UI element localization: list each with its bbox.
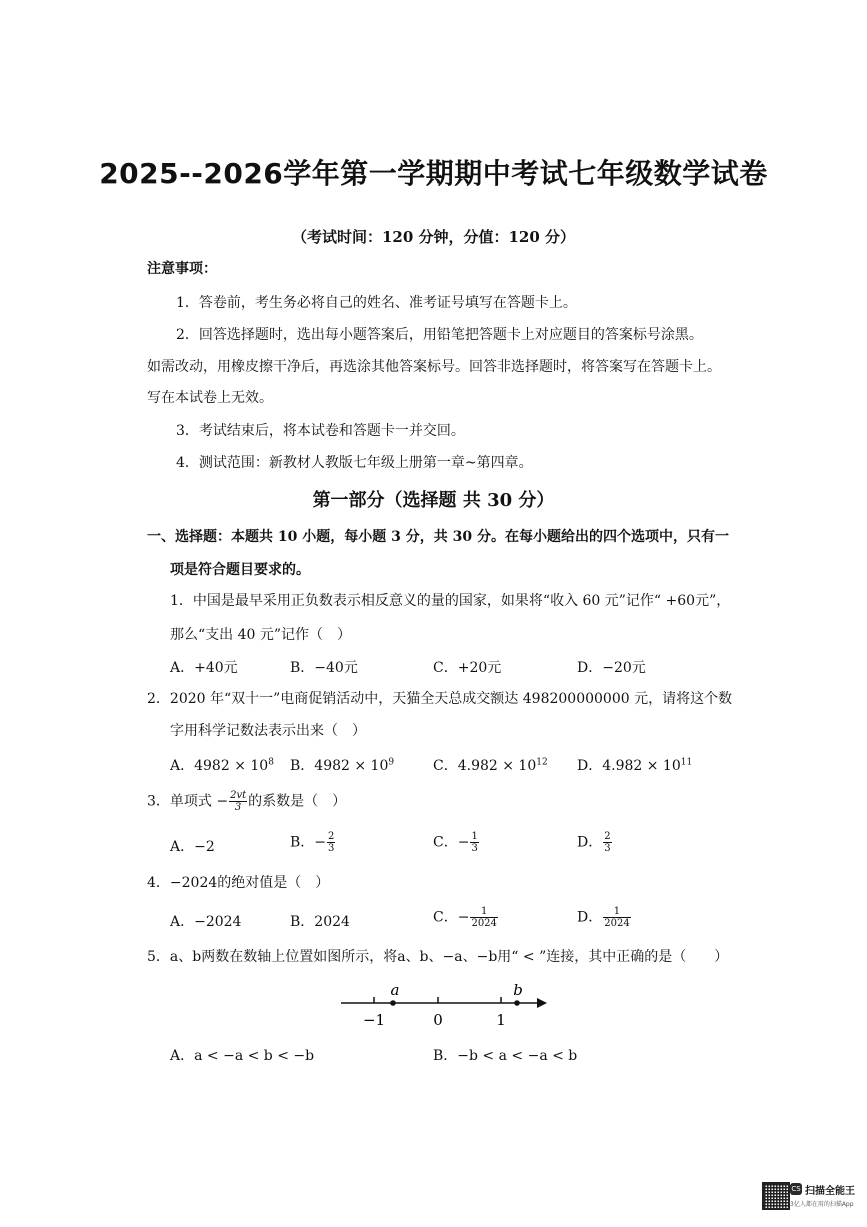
question-3-option-c: C．− $\frac{1}{3}$ — [433, 831, 478, 854]
question-5-stem: 5．a、b两数在数轴上位置如图所示，将a、b、−a、−b用“ < ”连接，其中正确的是（ ） — [147, 949, 729, 965]
number-line-figure — [335, 978, 555, 1030]
question-2-option-a: A．$4982 \times 10^8$ — [170, 757, 274, 774]
question-3-option-d: D． $\frac{2}{3}$ — [577, 831, 611, 854]
note-item: 3．考试结束后，将本试卷和答题卡一并交回。 — [176, 423, 465, 439]
fraction: $\frac{2}{3}$ — [328, 831, 335, 854]
tick-label: −1 — [362, 1011, 386, 1029]
fraction: $\frac{2}{3}$ — [604, 831, 611, 854]
question-3-stem: 3．单项式 − $\frac{2vt}{3}$ 的系数是（ ） — [147, 790, 347, 813]
fraction: $\frac{1}{2024}$ — [471, 906, 497, 929]
question-1-stem-cont: 那么“支出 40 元”记作（ ） — [170, 627, 352, 643]
exam-subtitle: （考试时间：120 分钟，分值：120 分） — [291, 228, 576, 246]
question-3-option-b: B．− $\frac{2}{3}$ — [290, 831, 335, 854]
question-4-option-d: D． $\frac{1}{2024}$ — [577, 906, 630, 929]
label-b: b — [513, 981, 523, 999]
note-item: 如需改动，用橡皮擦干净后，再选涂其他答案标号。回答非选择题时，将答案写在答题卡上。 — [147, 359, 721, 375]
scanner-app-tagline: 3亿人都在用的扫描App — [790, 1201, 854, 1208]
note-item: 2．回答选择题时，选出每小题答案后，用铅笔把答题卡上对应题目的答案标号涂黑。 — [176, 327, 703, 343]
question-1-stem: 1．中国是最早采用正负数表示相反意义的量的国家，如果将“收入 60 元”记作“ +60元”， — [170, 593, 731, 609]
fraction: $\frac{1}{2024}$ — [604, 906, 630, 929]
scanner-logo-icon: CS — [791, 1185, 801, 1193]
fraction: $\frac{2vt}{3}$ — [230, 790, 247, 813]
question-4-stem: 4．−2024的绝对值是（ ） — [147, 875, 330, 891]
question-1-option-d: D．−20元 — [577, 660, 646, 676]
question-4-option-b: B．2024 — [290, 914, 350, 930]
point-b — [514, 1000, 520, 1006]
fraction: $\frac{1}{3}$ — [471, 831, 478, 854]
part-title: 第一部分（选择题 共 30 分） — [312, 490, 555, 511]
question-5-option-a: A．a < −a < b < −b — [170, 1048, 315, 1064]
notes-heading: 注意事项： — [147, 261, 217, 277]
qr-code-icon — [762, 1182, 790, 1210]
section-instructions-cont: 项是符合题目要求的。 — [170, 562, 310, 578]
note-item: 4．测试范围：新教材人教版七年级上册第一章~第四章。 — [176, 455, 533, 471]
question-1-option-b: B．−40元 — [290, 660, 358, 676]
question-3-option-a: A．−2 — [170, 839, 215, 855]
question-2-option-d: D．$4.982 \times 10^{11}$ — [577, 757, 693, 774]
tick-label: 0 — [433, 1011, 443, 1029]
arrow-icon — [537, 998, 547, 1008]
question-2-option-c: C．$4.982 \times 10^{12}$ — [433, 757, 548, 774]
scanner-app-name: 扫描全能王 — [805, 1186, 855, 1197]
question-4-option-c: C．− $\frac{1}{2024}$ — [433, 906, 497, 929]
exam-title: 2025--2026学年第一学期期中考试七年级数学试卷 — [99, 157, 768, 190]
note-item: 1．答卷前，考生务必将自己的姓名、准考证号填写在答题卡上。 — [176, 295, 577, 311]
note-item: 写在本试卷上无效。 — [147, 390, 273, 406]
point-a — [390, 1000, 396, 1006]
question-2-stem-cont: 字用科学记数法表示出来（ ） — [170, 723, 366, 739]
question-5-option-b: B．−b < a < −a < b — [433, 1048, 578, 1064]
question-4-option-a: A．−2024 — [170, 914, 242, 930]
tick-label: 1 — [496, 1011, 506, 1029]
label-a: a — [390, 981, 400, 999]
section-instructions: 一、选择题：本题共 10 小题，每小题 3 分，共 30 分。在每小题给出的四个选项中，只有一 — [147, 529, 729, 545]
question-1-option-c: C．+20元 — [433, 660, 502, 676]
question-2-stem: 2．2020 年“双十一”电商促销活动中，天猫全天总成交额达 498200000000 元，请将这个数 — [147, 691, 733, 707]
question-1-option-a: A．+40元 — [170, 660, 238, 676]
question-2-option-b: B．$4982 \times 10^9$ — [290, 757, 395, 774]
